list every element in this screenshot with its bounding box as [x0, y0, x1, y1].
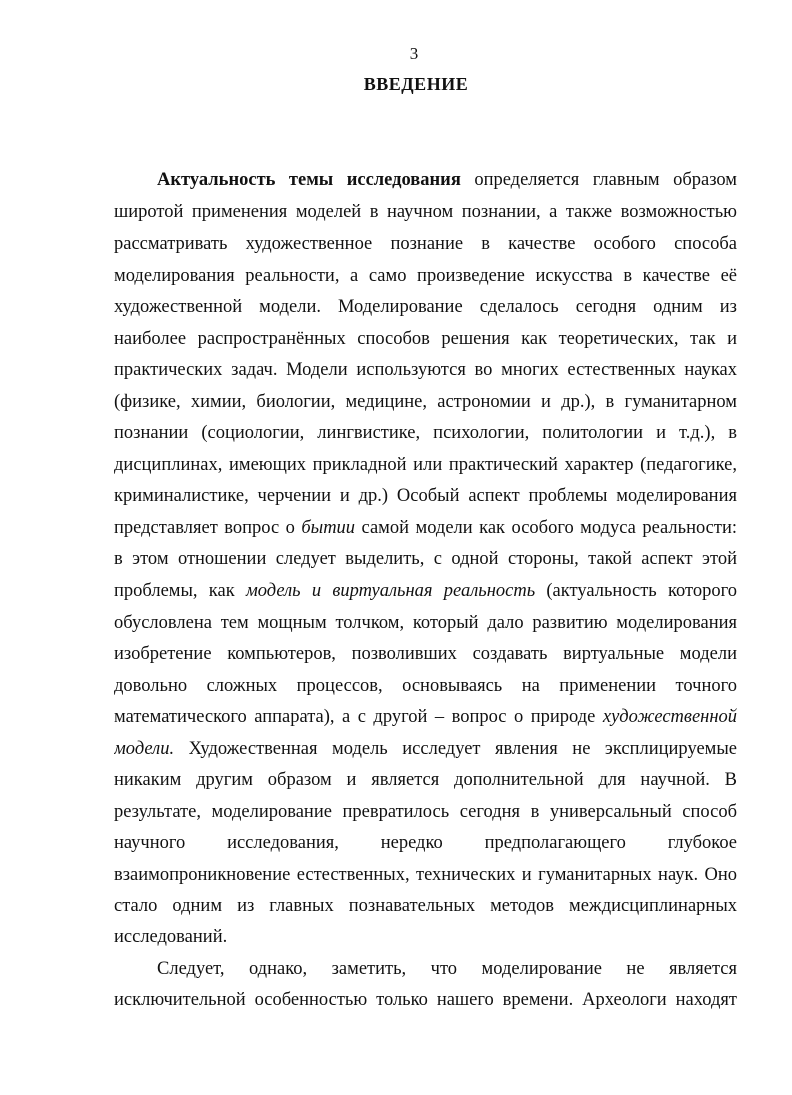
text-line: [157, 164, 737, 196]
text-line: никаким другим образом и является дополнительной для научной. В: [114, 770, 737, 790]
italic-phrase: художественной: [602, 707, 737, 727]
text-span: Художественная модель исследует явления не эксплицируемые: [188, 739, 737, 759]
text-span: представляет вопрос о: [114, 518, 295, 538]
italic-phrase: бытии: [301, 518, 356, 538]
text-line: (физике, химии, биологии, медицине, астрономии и др.), в гуманитарном: [114, 392, 737, 412]
bold-phrase: Актуальность темы исследования: [157, 170, 461, 190]
italic-phrase: модели.: [114, 739, 175, 759]
text-line: исследований.: [114, 927, 228, 947]
text-line: художественной модели. Моделирование сделалось сегодня одним из: [114, 297, 737, 317]
text-line: довольно сложных процессов, основываясь на применении точного: [114, 676, 737, 696]
text-line: Следует, однако, заметить, что моделирование не является: [157, 959, 737, 979]
text-line: обусловлена тем мощным толчком, который дало развитию моделирования: [114, 613, 737, 633]
text-line: изобретение компьютеров, позволивших создавать виртуальные модели: [114, 644, 737, 664]
text-line: рассматривать художественное познание в качестве особого способа: [114, 234, 737, 254]
text-line: исключительной особенностью только нашего времени. Археологи находят: [114, 990, 737, 1010]
text-line: криминалистике, черчении и др.) Особый аспект проблемы моделирования: [114, 486, 737, 506]
text-line: взаимопроникновение естественных, технических и гуманитарных наук. Оно: [114, 865, 737, 885]
text-span: (актуальность которого: [546, 581, 737, 601]
text-line: практических задач. Модели используются во многих естественных науках: [114, 360, 737, 380]
text-line: [114, 733, 737, 765]
text-span: проблемы, как: [114, 581, 235, 601]
text-line: научного исследования, нередко предполагающего глубокое: [114, 833, 737, 853]
text-line: дисциплинах, имеющих прикладной или практический характер (педагогике,: [114, 455, 737, 475]
text-line: наиболее распространённых способов решения как теоретических, так и: [114, 329, 737, 349]
text-line: широтой применения моделей в научном познании, а также возможностью: [114, 202, 737, 222]
page-number: 3: [409, 44, 419, 63]
text-line: стало одним из главных познавательных методов междисциплинарных: [114, 896, 737, 916]
text-line: моделирования реальности, а само произведение искусства в качестве её: [114, 266, 737, 286]
text-line: результате, моделирование превратилось сегодня в универсальный способ: [114, 802, 737, 822]
page-title: ВВЕДЕНИЕ: [363, 74, 469, 94]
italic-phrase: модель и виртуальная реальность: [245, 581, 536, 601]
text-span: определяется главным образом: [474, 170, 737, 190]
text-span: математического аппарата), а с другой – вопрос о природе: [114, 707, 596, 727]
text-line: [114, 575, 737, 607]
text-line: [114, 512, 737, 544]
text-span: самой модели как особого модуса реальности:: [361, 518, 737, 538]
text-line: познании (социологии, лингвистике, психологии, политологии и т.д.), в: [114, 423, 737, 443]
text-line: в этом отношении следует выделить, с одной стороны, такой аспект этой: [114, 549, 737, 569]
text-line: [114, 701, 737, 733]
